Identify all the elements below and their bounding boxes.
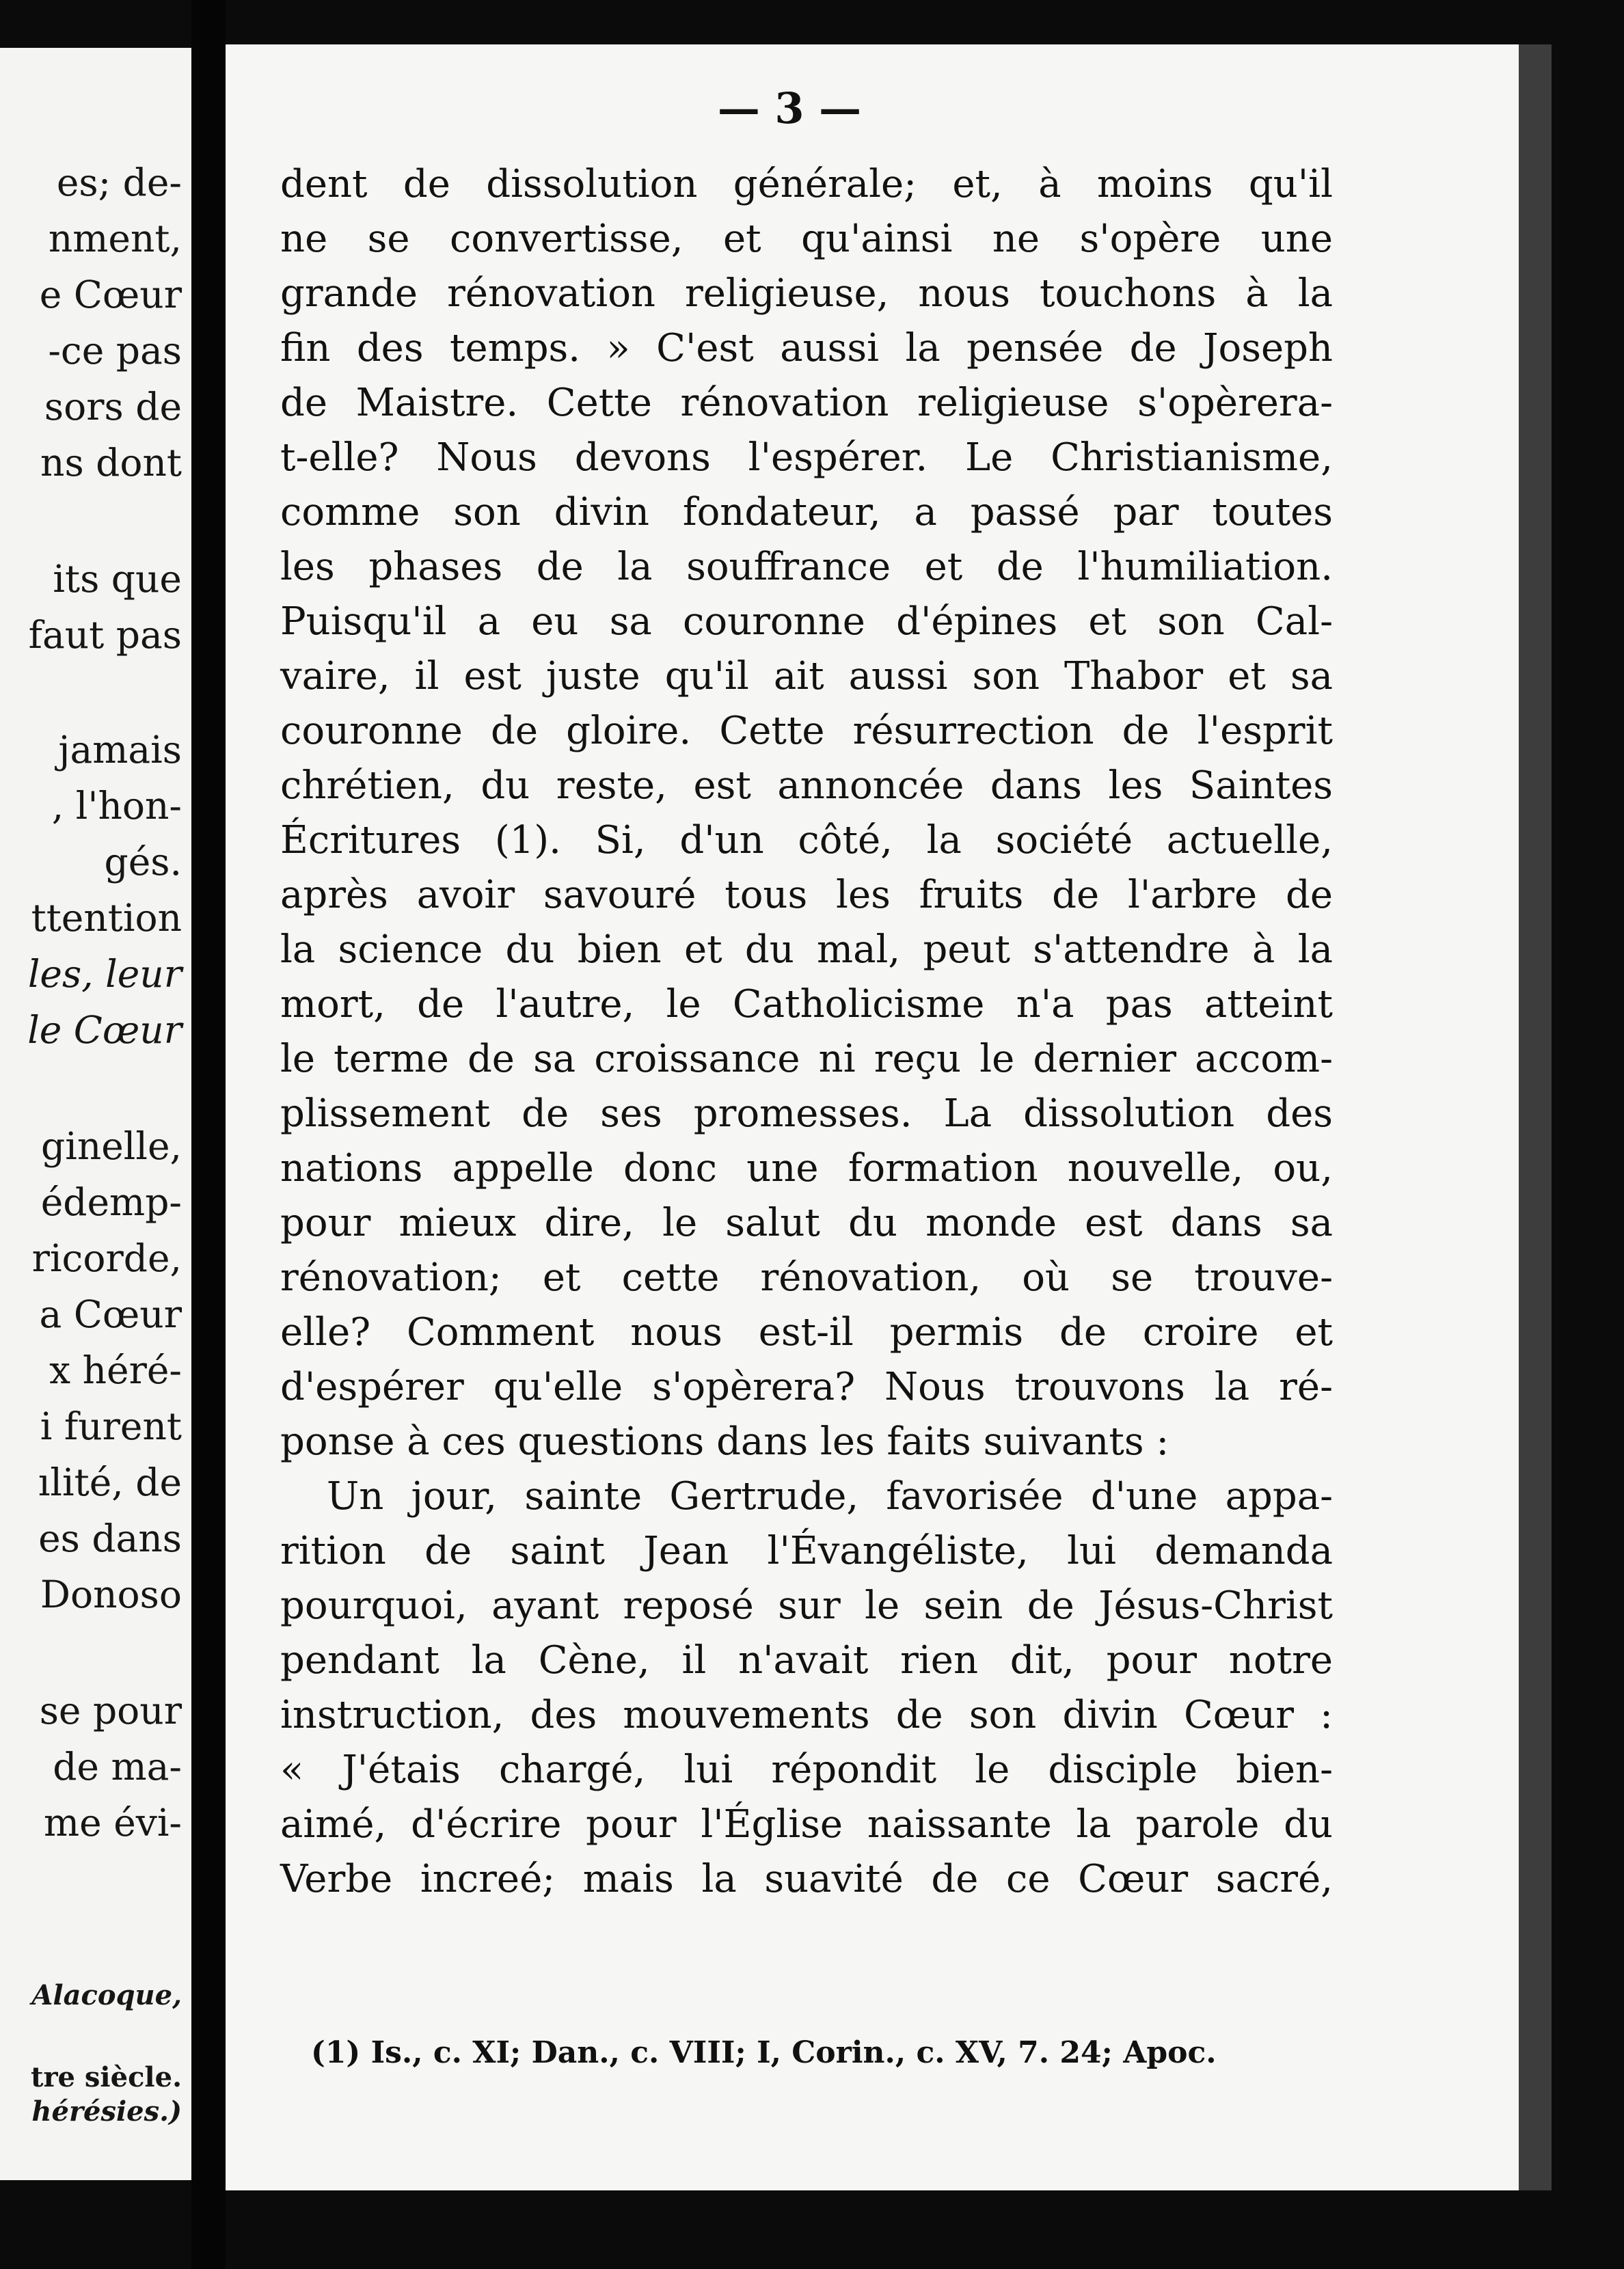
text-line: la science du bien et du mal, peut s'attendre à la: [280, 927, 1333, 972]
page-edge-shadow: [1519, 44, 1552, 2190]
text-line: t-elle? Nous devons l'espérer. Le Christianisme,: [280, 435, 1333, 480]
left-page-fragment: de ma-: [53, 1745, 182, 1789]
left-page-fragment: es dans: [38, 1517, 182, 1560]
left-page-fragment: Alacoque,: [31, 1979, 182, 2011]
text-line: le terme de sa croissance ni reçu le dernier accom-: [280, 1037, 1333, 1081]
text-line: ponse à ces questions dans les faits suivants :: [280, 1419, 1169, 1464]
left-page-fragment: gés.: [104, 840, 182, 884]
left-page-fragment: ricorde,: [31, 1236, 182, 1280]
body-text: [280, 157, 1333, 1907]
text-line: pour mieux dire, le salut du monde est dans sa: [280, 1201, 1333, 1245]
text-line: Puisqu'il a eu sa couronne d'épines et son Cal-: [280, 599, 1333, 644]
text-line: instruction, des mouvements de son divin Cœur :: [280, 1693, 1333, 1737]
text-line: après avoir savouré tous les fruits de l'arbre de: [280, 873, 1333, 917]
left-page-fragment: a Cœur: [39, 1292, 182, 1336]
text-line: les phases de la souffrance et de l'humiliation.: [280, 545, 1333, 589]
text-line: couronne de gloire. Cette résurrection de l'esprit: [280, 709, 1333, 753]
left-page-fragment: le Cœur: [27, 1008, 182, 1052]
text-line: d'espérer qu'elle s'opèrera? Nous trouvons la ré-: [280, 1365, 1333, 1409]
text-line: fin des temps. » C'est aussi la pensée de Joseph: [280, 326, 1333, 370]
left-page-fragment: , l'hon-: [51, 784, 182, 828]
page-number: — 3 —: [717, 83, 862, 133]
left-page-fragment: x héré-: [49, 1348, 182, 1392]
left-page-fragment: ginelle,: [41, 1124, 182, 1168]
text-line: Verbe increé; mais la suavité de ce Cœur sacré,: [280, 1857, 1333, 1901]
left-page-fragment: jamais: [58, 728, 182, 772]
text-line: nations appelle donc une formation nouvelle, ou,: [280, 1146, 1333, 1191]
left-page-fragment: its que: [53, 557, 182, 601]
left-page-fragment: ılité, de: [38, 1460, 182, 1504]
text-line: plissement de ses promesses. La dissolution des: [280, 1091, 1333, 1136]
left-page-fragment: ns dont: [40, 441, 182, 485]
left-page-fragment: e Cœur: [39, 273, 182, 316]
left-page-fragment: sors de: [44, 385, 182, 429]
left-page-fragment: nment,: [48, 217, 182, 260]
text-line: ne se convertisse, et qu'ainsi ne s'opère une: [280, 217, 1333, 261]
book-gutter: [191, 0, 226, 2269]
left-facing-page: [0, 48, 191, 2180]
text-line: « J'étais chargé, lui répondit le disciple bien-: [280, 1748, 1333, 1792]
text-line: rénovation; et cette rénovation, où se trouve-: [280, 1255, 1333, 1300]
text-line: comme son divin fondateur, a passé par toutes: [280, 490, 1333, 534]
text-line: mort, de l'autre, le Catholicisme n'a pas atteint: [280, 982, 1333, 1027]
left-page-fragment: es; de-: [56, 161, 182, 204]
left-page-fragment: se pour: [39, 1689, 182, 1733]
text-line: vaire, il est juste qu'il ait aussi son Thabor et sa: [280, 654, 1333, 698]
text-line: chrétien, du reste, est annoncée dans les Saintes: [280, 763, 1333, 808]
left-page-fragment: me évi-: [44, 1801, 182, 1845]
text-line: Écritures (1). Si, d'un côté, la société actuelle,: [280, 818, 1333, 862]
left-page-fragment: i furent: [40, 1404, 182, 1448]
text-line: pourquoi, ayant reposé sur le sein de Jésus-Christ: [280, 1584, 1333, 1628]
text-line: Un jour, sainte Gertrude, favorisée d'une appa-: [327, 1474, 1333, 1519]
left-page-fragment: Donoso: [40, 1573, 182, 1616]
text-line: de Maistre. Cette rénovation religieuse s'opèrera-: [280, 381, 1333, 425]
text-line: grande rénovation religieuse, nous touchons à la: [280, 271, 1333, 316]
text-line: aimé, d'écrire pour l'Église naissante la parole du: [280, 1802, 1333, 1847]
left-page-fragment: hérésies.): [31, 2095, 182, 2128]
left-page-fragment: les, leur: [27, 952, 182, 996]
text-line: elle? Comment nous est-il permis de croire et: [280, 1310, 1333, 1355]
left-page-fragment: tre siècle.: [30, 2061, 182, 2093]
text-line: rition de saint Jean l'Évangéliste, lui demanda: [280, 1529, 1333, 1573]
left-page-fragment: faut pas: [28, 613, 182, 657]
left-page-fragment: édemp-: [40, 1180, 182, 1224]
text-line: dent de dissolution générale; et, à moins qu'il: [280, 162, 1333, 206]
text-line: pendant la Cène, il n'avait rien dit, pour notre: [280, 1638, 1333, 1683]
left-page-fragment: ttention: [31, 896, 182, 940]
footnote: (1) Is., c. XI; Dan., c. VIII; I, Corin., c. XV, 7. 24; Apoc.: [311, 2035, 1217, 2070]
left-page-fragment: -ce pas: [48, 329, 182, 372]
